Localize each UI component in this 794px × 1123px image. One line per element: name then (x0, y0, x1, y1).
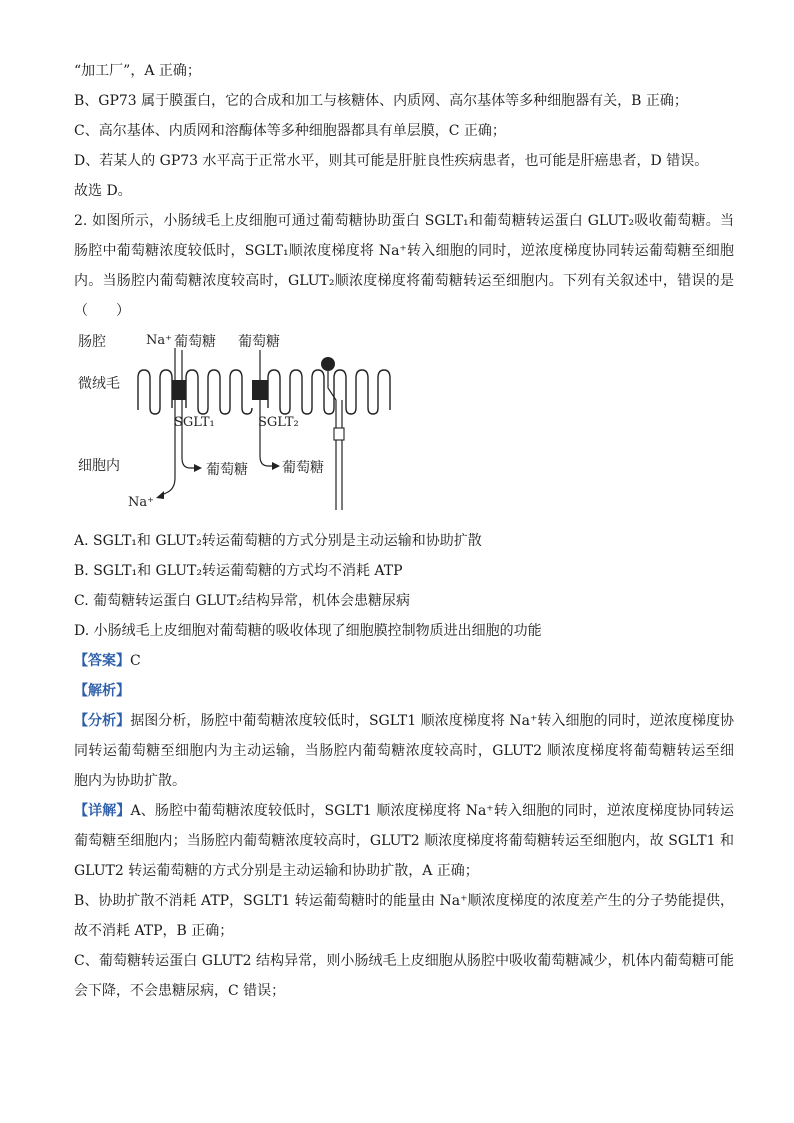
glucose-top-label-1: 葡萄糖 (174, 334, 216, 350)
text-line: C、葡萄糖转运蛋白 GLUT2 结构异常，则小肠绒毛上皮细胞从肠腔中吸收葡萄糖减少，机体内葡萄糖可能 (74, 953, 734, 969)
glucose-inside-label-2: 葡萄糖 (282, 460, 324, 476)
options-list (74, 526, 734, 646)
document-page (74, 56, 734, 1006)
glucose-arrowhead-1 (194, 464, 202, 472)
option-b: B. SGLT₁和 GLUT₂转运葡萄糖的方式均不消耗 ATP (74, 563, 403, 579)
text-line: B、GP73 属于膜蛋白，它的合成和加工与核糖体、内质网、高尔基体等多种细胞器有关，B 正确； (74, 93, 688, 109)
glucose-inside-label-1: 葡萄糖 (206, 462, 248, 478)
text-line (74, 706, 734, 736)
text-line: 葡萄糖至细胞内；当肠腔内葡萄糖浓度较高时，GLUT2 顺浓度梯度将葡萄糖转运至细胞内，故 SGLT1 和 (74, 833, 734, 849)
sglt1-label: SGLT₁ (174, 415, 215, 430)
receptor-head (321, 357, 335, 371)
option-a: A. SGLT₁和 GLUT₂转运葡萄糖的方式分别是主动运输和协助扩散 (74, 533, 482, 549)
text-line: 故不消耗 ATP，B 正确； (74, 923, 234, 939)
text-line: GLUT2 转运葡萄糖的方式分别是主动运输和协助扩散，A 正确； (74, 863, 479, 879)
sglt1-protein (172, 380, 186, 400)
lumen-label: 肠腔 (78, 334, 106, 350)
fenxi-section (74, 706, 734, 796)
sglt2-label: SGLT₂ (258, 415, 299, 430)
glucose-path-sglt1 (182, 350, 198, 468)
text-line: “加工厂”，A 正确； (74, 63, 201, 79)
text-line: 内。当肠腔内葡萄糖浓度较高时，GLUT₂顺浓度梯度将葡萄糖转运至细胞内。下列有关叙述中，错误的是 (74, 273, 734, 289)
text-line: 2. 如图所示，小肠绒毛上皮细胞可通过葡萄糖协助蛋白 SGLT₁和葡萄糖转运蛋白 GLUT₂吸收葡萄糖。当 (74, 213, 734, 229)
text-line (74, 796, 734, 826)
analysis-header (74, 676, 734, 706)
microvilli-label: 微绒毛 (78, 376, 120, 392)
text-line: D、若某人的 GP73 水平高于正常水平，则其可能是肝脏良性疾病患者，也可能是肝癌患者，D 错误。 (74, 153, 709, 169)
text-line: 会下降，不会患糖尿病，C 错误； (74, 983, 286, 999)
prev-question-explanation (74, 56, 734, 206)
cytoplasm-label: 细胞内 (78, 458, 120, 474)
option-d: D. 小肠绒毛上皮细胞对葡萄糖的吸收体现了细胞膜控制物质进出细胞的功能 (74, 623, 542, 639)
receptor-segment (334, 428, 344, 440)
glucose-top-label-2: 葡萄糖 (238, 334, 280, 350)
glucose-transport-diagram (74, 328, 494, 518)
xiangjie-text: A、肠腔中葡萄糖浓度较低时，SGLT1 顺浓度梯度将 Na⁺转入细胞的同时，逆浓度梯度协同转运 (130, 803, 734, 819)
fenxi-tag: 【分析】 (74, 713, 131, 729)
option-c: C. 葡萄糖转运蛋白 GLUT₂结构异常，机体会患糖尿病 (74, 593, 411, 609)
na-arrowhead (156, 491, 164, 499)
text-line: 故选 D。 (74, 183, 132, 199)
na-inside-label: Na⁺ (128, 495, 154, 510)
question-stem (74, 206, 734, 326)
xiangjie-tag: 【详解】 (74, 803, 131, 819)
answer-blank: （ ） (74, 303, 130, 319)
text-line: 胞内为协助扩散。 (74, 773, 186, 789)
text-line: C、高尔基体、内质网和溶酶体等多种细胞器都具有单层膜，C 正确； (74, 123, 506, 139)
answer-value: C (130, 653, 141, 669)
analysis-tag: 【解析】 (74, 683, 130, 699)
na-top-label: Na⁺ (146, 333, 172, 348)
text-line: 同转运葡萄糖至细胞内为主动运输，当肠腔内葡萄糖浓度较高时，GLUT2 顺浓度梯度将葡萄糖转运至细 (74, 743, 734, 759)
answer-line (74, 646, 734, 676)
answer-tag: 【答案】 (74, 653, 130, 669)
glucose-arrowhead-2 (272, 462, 280, 470)
xiangjie-section (74, 796, 734, 1006)
text-line: B、协助扩散不消耗 ATP，SGLT1 转运葡萄糖时的能量由 Na⁺顺浓度梯度的浓度差产生的分子势能提供， (74, 893, 734, 909)
fenxi-text: 据图分析，肠腔中葡萄糖浓度较低时，SGLT1 顺浓度梯度将 Na⁺转入细胞的同时，逆浓度梯度协 (130, 713, 734, 729)
text-line: 肠腔中葡萄糖浓度较低时，SGLT₁顺浓度梯度将 Na⁺转入细胞的同时，逆浓度梯度协同转运葡萄糖至细胞 (74, 243, 734, 259)
